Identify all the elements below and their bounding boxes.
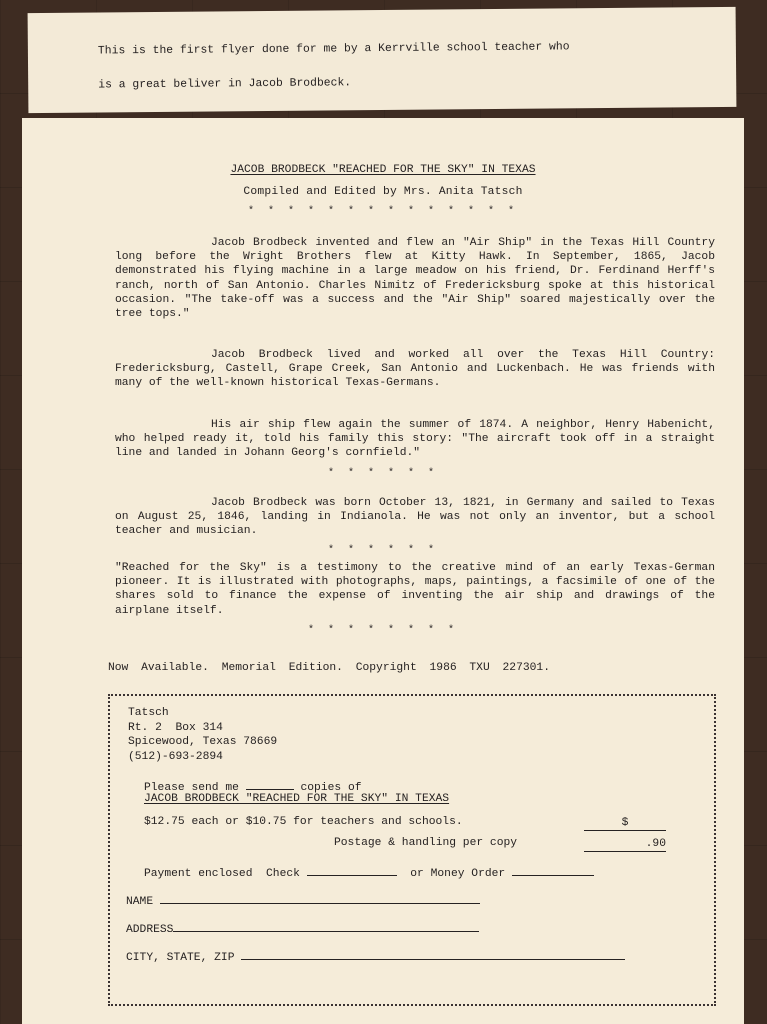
postage-field[interactable]: .90: [584, 837, 666, 852]
payment-row: Payment enclosed Check or Money Order: [144, 864, 594, 880]
mailing-address: [128, 706, 277, 764]
book-title: JACOB BRODBECK "REACHED FOR THE SKY" IN TEXAS: [144, 793, 450, 805]
copies-field[interactable]: [246, 778, 294, 790]
address-field[interactable]: [173, 920, 479, 932]
flyer-sheet: [22, 118, 744, 1024]
note-line-2: is a great beliver in Jacob Brodbeck.: [98, 77, 352, 92]
paragraph-3: His air ship flew again the summer of 1874. A neighbor, Henry Habenicht, who helped ready it, told his family this story: "The aircraft took off in a straight line and landed in Johann Georg's cornfield.": [115, 419, 715, 460]
address-line: Tatsch: [128, 707, 169, 719]
paragraph-4: Jacob Brodbeck was born October 13, 1821, in Germany and sailed to Texas on August 25, 1846, landing in Indianola. He was not only an inventor, but a school teacher and musician.: [115, 497, 715, 538]
flyer-subtitle: Compiled and Edited by Mrs. Anita Tatsch: [243, 186, 523, 198]
address-line: (512)-693-2894: [128, 750, 223, 763]
city-state-zip-field[interactable]: [241, 948, 625, 960]
paragraph-2: Jacob Brodbeck lived and worked all over the Texas Hill Country: Fredericksburg, Castell, Grape Creek, San Antonio and Luckenbach. He was friends with many of the well-known historical Texas-Germans.: [115, 349, 715, 390]
address-row: ADDRESS: [126, 920, 479, 936]
price-text: $12.75 each or $10.75 for teachers and schools.: [144, 816, 463, 828]
paragraph-1: Jacob Brodbeck invented and flew an "Air Ship" in the Texas Hill Country long before the Wright Brothers flew at Kitty Hawk. In September, 1865, Jacob demonstrated his flying machine in a large meadow on his friend, Dr. Ferdinand Herff's ranch, north of San Antonio. Charles Nimitz of Fredericksburg spoke at this historical occasion. "The take-off was a success and the "Air Ship" soared majestically over the tree tops.": [115, 237, 715, 321]
postage-label: Postage & handling per copy: [334, 837, 518, 849]
address-line: Rt. 2 Box 314: [128, 721, 223, 734]
name-row: NAME: [126, 892, 480, 908]
cover-note: [28, 7, 737, 113]
star-divider-2: * * * * * *: [327, 468, 438, 479]
price-field[interactable]: $: [584, 816, 666, 831]
star-divider-3: * * * * * *: [327, 545, 438, 556]
star-divider-1: * * * * * * * * * * * * * *: [247, 206, 519, 217]
city-state-zip-row: CITY, STATE, ZIP: [126, 948, 625, 964]
flyer-title: JACOB BRODBECK "REACHED FOR THE SKY" IN TEXAS: [230, 164, 536, 176]
star-divider-4: * * * * * * * *: [307, 625, 458, 636]
order-form: [108, 694, 716, 1006]
check-field[interactable]: [307, 864, 397, 876]
name-field[interactable]: [160, 892, 480, 904]
availability-line: Now Available. Memorial Edition. Copyright 1986 TXU 227301.: [108, 662, 550, 674]
money-order-field[interactable]: [512, 864, 594, 876]
paragraph-5: "Reached for the Sky" is a testimony to the creative mind of an early Texas-German pioneer. It is illustrated with photographs, maps, paintings, a facsimile of one of the shares sold to finance the expense of inventing the air ship and drawings of the airplane itself.: [115, 562, 715, 617]
note-line-1: This is the first flyer done for me by a Kerrville school teacher who: [97, 41, 570, 58]
send-copies-row: Please send me copies of: [144, 778, 362, 794]
address-line: Spicewood, Texas 78669: [128, 736, 278, 748]
